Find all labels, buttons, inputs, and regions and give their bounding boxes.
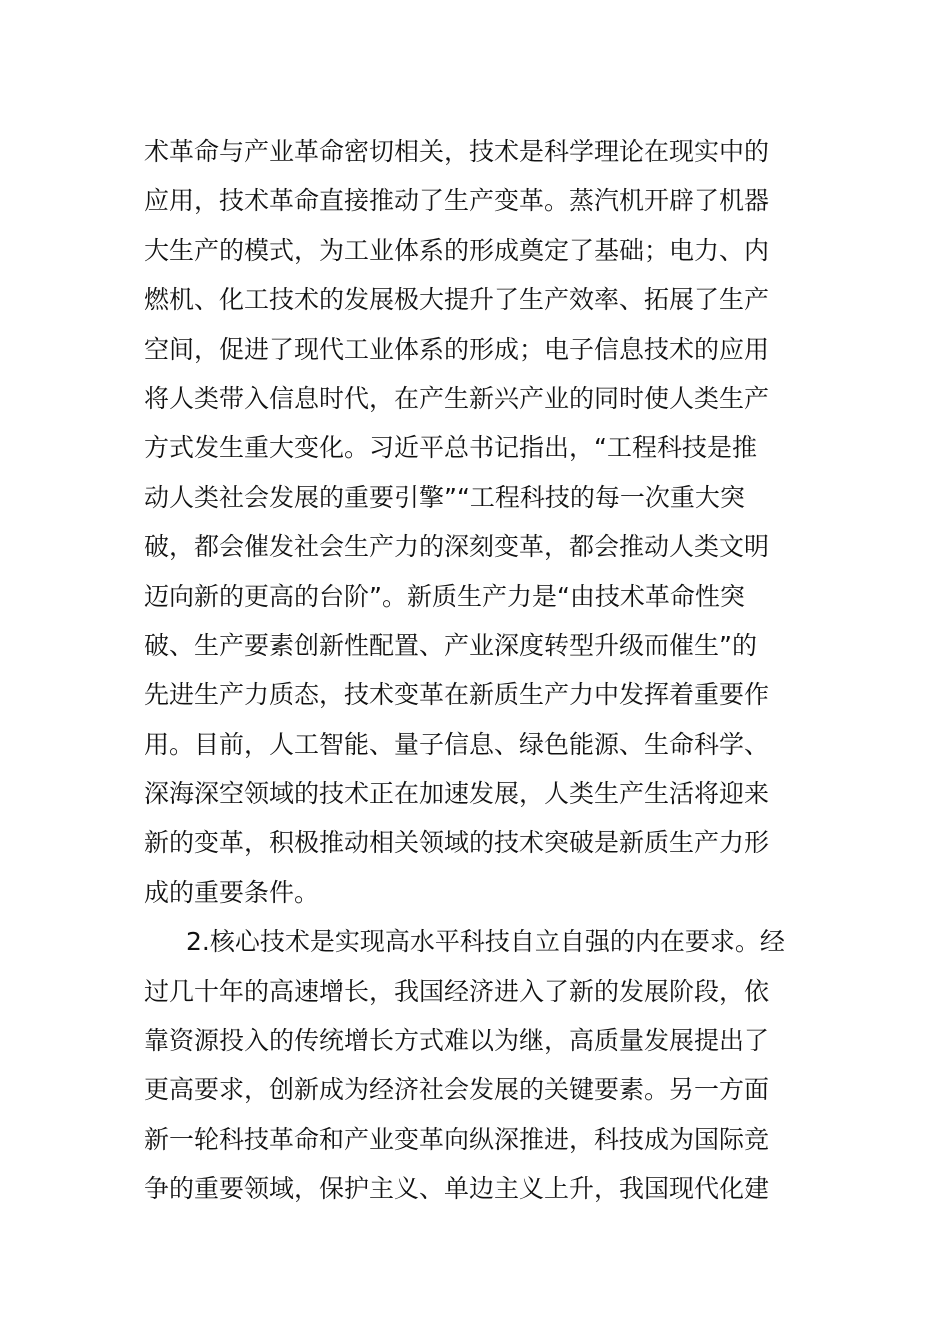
text-line: 成的重要条件。 [144,877,320,907]
text-line: 过几十年的高速增长，我国经济进入了新的发展阶段，依 [144,976,770,1006]
text-line: 迈向新的更高的台阶”。新质生产力是“由技术革命性突 [144,581,745,611]
text-line: 先进生产力质态，技术变革在新质生产力中发挥着重要作 [144,680,770,710]
text-line: 术革命与产业革命密切相关，技术是科学理论在现实中的 [144,137,770,166]
text-line: 用。目前，人工智能、量子信息、绿色能源、生命科学、 [144,729,770,759]
text-line: 破，都会催发社会生产力的深刻变革，都会推动人类文明 [144,532,770,562]
text-line: 更高要求，创新成为经济社会发展的关键要素。另一方面 [144,1075,770,1105]
text-line: 新的变革，积极推动相关领域的技术突破是新质生产力形 [144,828,770,858]
text-line: 靠资源投入的传统增长方式难以为继，高质量发展提出了 [144,1026,770,1056]
text-line: 深海深空领域的技术正在加速发展，人类生产生活将迎来 [144,779,770,809]
text-line: 大生产的模式，为工业体系的形成奠定了基础；电力、内 [144,235,770,265]
text-line: 空间，促进了现代工业体系的形成；电子信息技术的应用 [144,334,770,364]
paragraph-1 [144,127,809,917]
text-line: 燃机、化工技术的发展极大提升了生产效率、拓展了生产 [144,285,770,315]
text-line: 动人类社会发展的重要引擎”“工程科技的每一次重大突 [144,482,745,512]
text-line: 方式发生重大变化。习近平总书记指出，“工程科技是推 [144,433,757,463]
text-line: 新一轮科技革命和产业变革向纵深推进，科技成为国际竞 [144,1124,770,1154]
text-line: 破、生产要素创新性配置、产业深度转型升级而催生”的 [144,630,757,660]
paragraph-2 [144,917,809,1213]
text-line: 2.核心技术是实现高水平科技自立自强的内在要求。经 [186,927,785,957]
text-line: 将人类带入信息时代，在产生新兴产业的同时使人类生产 [144,383,770,413]
body-text [144,127,809,1214]
text-line: 应用，技术革命直接推动了生产变革。蒸汽机开辟了机器 [144,186,770,216]
text-line: 争的重要领域，保护主义、单边主义上升，我国现代化建 [144,1174,770,1204]
